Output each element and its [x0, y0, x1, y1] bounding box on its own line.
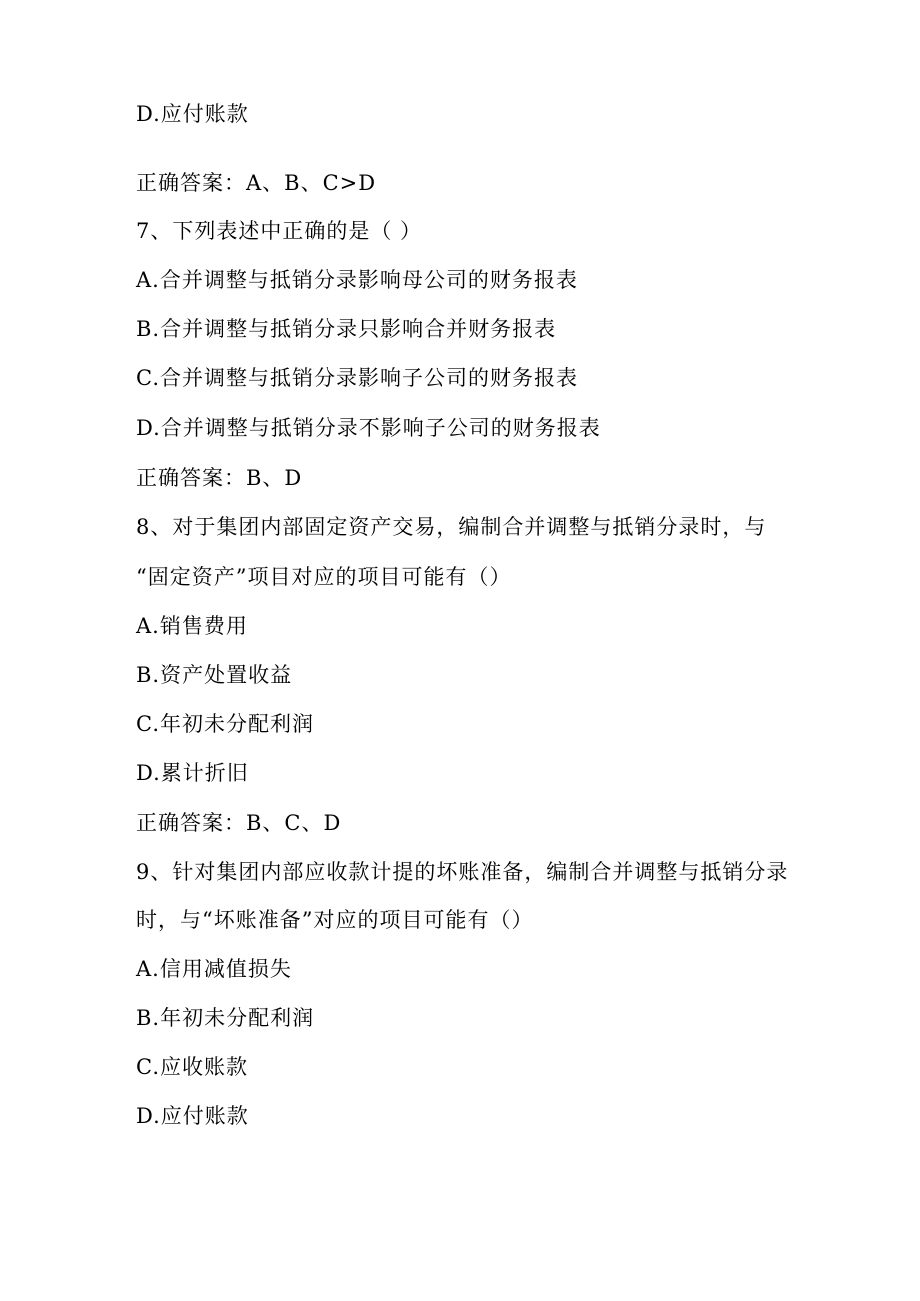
q8-option-a: A.销售费用 — [136, 614, 248, 638]
q9-question-line-1: 9、针对集团内部应收款计提的坏账准备，编制合并调整与抵销分录 — [136, 860, 789, 884]
q9-question-line-2: 时，与“坏账准备”对应的项目可能有（） — [136, 908, 534, 932]
q7-option-d: D.合并调整与抵销分录不影响子公司的财务报表 — [136, 416, 601, 440]
q9-option-c: C.应收账款 — [136, 1055, 248, 1079]
q8-option-b: B.资产处置收益 — [136, 663, 293, 687]
q8-option-c: C.年初未分配利润 — [136, 712, 314, 736]
q7-option-c: C.合并调整与抵销分录影响子公司的财务报表 — [136, 366, 578, 390]
q9-option-d: D.应付账款 — [136, 1104, 249, 1128]
q7-option-a: A.合并调整与抵销分录影响母公司的财务报表 — [136, 268, 578, 292]
q6-option-d: D.应付账款 — [136, 102, 249, 126]
q9-option-b: B.年初未分配利润 — [136, 1006, 315, 1030]
q8-question-line-1: 8、对于集团内部固定资产交易，编制合并调整与抵销分录时，与 — [136, 515, 767, 539]
q7-option-b: B.合并调整与抵销分录只影响合并财务报表 — [136, 317, 557, 341]
q8-option-d: D.累计折旧 — [136, 761, 249, 785]
q8-question-line-2: “固定资产”项目对应的项目可能有（） — [136, 565, 512, 589]
q6-answer: 正确答案：A、B、C>D — [136, 171, 377, 195]
q9-option-a: A.信用减值损失 — [136, 957, 292, 981]
q7-answer: 正确答案：B、D — [136, 466, 303, 490]
q7-question: 7、下列表述中正确的是（ ） — [136, 219, 423, 243]
q8-answer: 正确答案：B、C、D — [136, 811, 342, 835]
